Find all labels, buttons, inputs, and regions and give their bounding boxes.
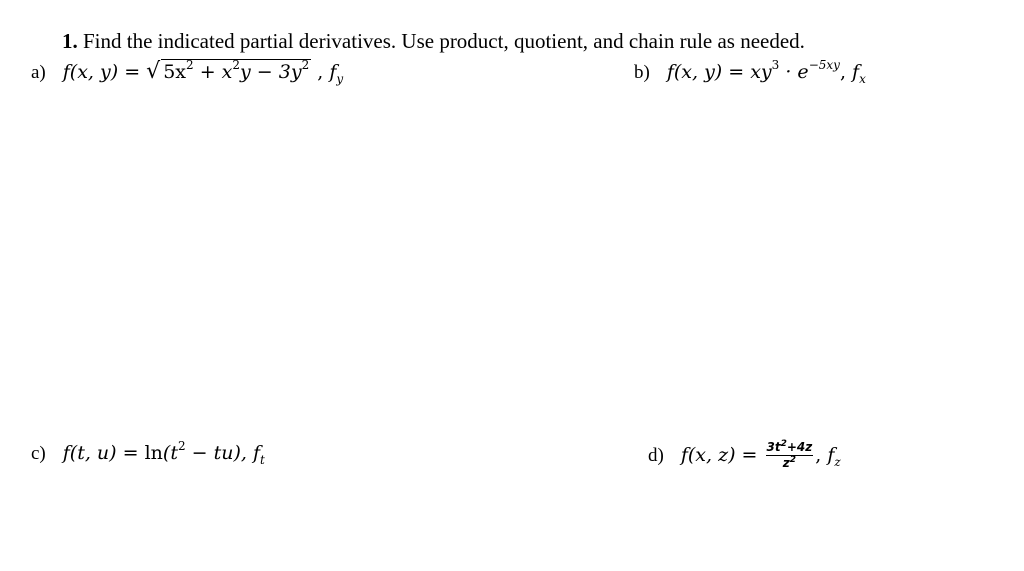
problem-d-label: d) <box>648 444 664 466</box>
problem-a-label: a) <box>31 62 46 83</box>
problem-a-target: f <box>329 61 337 83</box>
problem-number: 1. <box>62 29 78 53</box>
fraction-numerator: $3t^2+4z$ <box>766 439 813 454</box>
problem-d <box>648 441 841 470</box>
problem-a-radicand: $5x^2 + x^2y - 3y^2$ <box>163 58 310 83</box>
problem-d-fraction <box>766 441 814 470</box>
problem-c-function: f(t, $u) = \ln(t^2 - tu)$, $f_t$ <box>62 439 265 467</box>
problem-d-function: f(x, z) = $\frac{3t^2+4z}{z^2}$ , $f_z$ <box>680 439 841 470</box>
problem-c-label: c) <box>31 443 46 464</box>
problem-a <box>31 60 343 85</box>
problem-b-target: f <box>852 61 860 83</box>
problem-c-target: f <box>252 442 261 464</box>
problem-b <box>634 60 866 85</box>
problem-b-function: f(x, $y) = xy^3 \cdot e^{-5xy}$, $f_x$ <box>666 58 866 86</box>
problem-heading <box>62 29 805 54</box>
problem-instructions: Find the indicated partial derivatives. Use product, quotient, and chain rule as needed. <box>83 29 805 53</box>
problem-d-target: f <box>827 443 835 466</box>
problem-b-label: b) <box>634 62 650 83</box>
problem-c <box>31 441 265 466</box>
fraction-denominator: $z^2$ <box>782 455 796 470</box>
problem-a-function: f(x, y) = √ $5x^2 + x^2y - 3y^2$ , $f_y$ <box>62 58 344 86</box>
sqrt-symbol: √ <box>146 59 161 84</box>
